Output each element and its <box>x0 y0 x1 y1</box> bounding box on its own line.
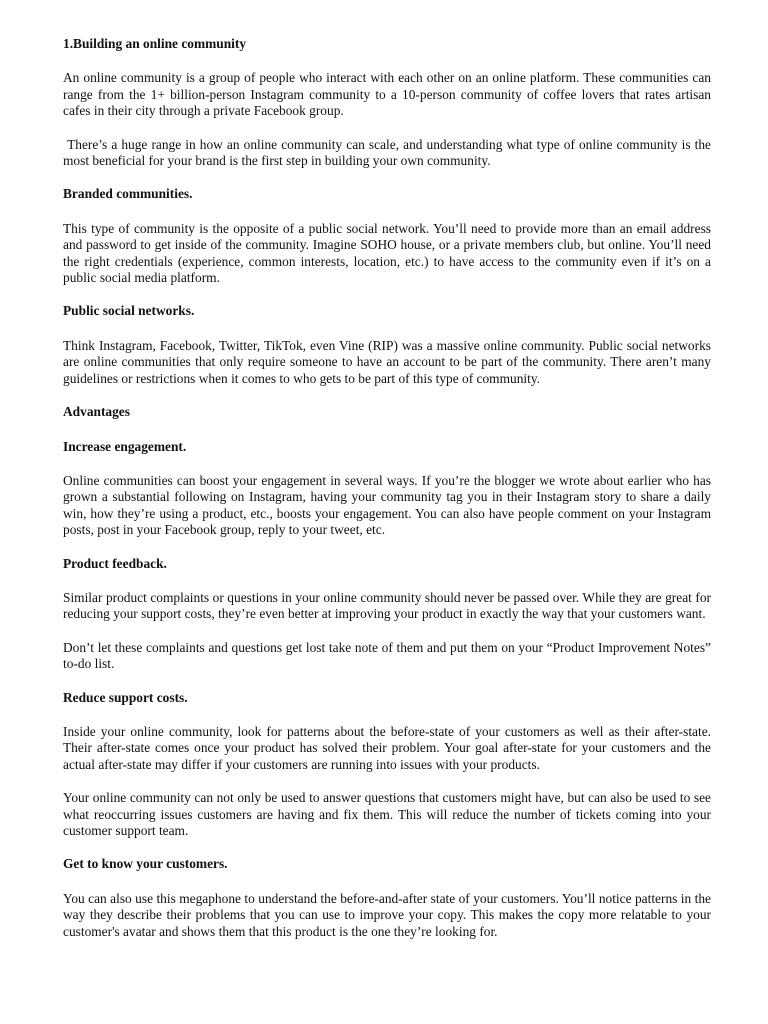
heading-branded-communities: Branded communities. <box>63 186 193 202</box>
heading-advantages: Advantages <box>63 404 130 420</box>
paragraph-engagement: Online communities can boost your engagement in several ways. If you’re the blogger we wrote about earlier who has grown a substantial following on Instagram, having your community tag you in their Instagram story to share a daily win, how they’re using a product, etc., boosts your engagement. You can also have people comment on your Instagram posts, post in your Facebook group, reply to your tweet, etc. <box>63 472 711 538</box>
paragraph-support: Your online community can not only be used to answer questions that customers might have, but can also be used to see what reoccurring issues customers are having and fix them. This will reduce the number of tickets coming into your customer support team. <box>63 790 711 838</box>
paragraph-public: Think Instagram, Facebook, Twitter, TikTok, even Vine (RIP) was a massive online community. Public social networks are online communities that only require someone to have an account to be part of the community. There aren’t many guidelines or restrictions when it comes to who gets to be part of this type of community. <box>63 337 711 386</box>
paragraph-megaphone: You can also use this megaphone to understand the before-and-after state of your customers. You’ll notice patterns in the way they describe their problems that you can use to improve your copy. This makes the copy more relatable to your customer's avatar and shows them that this product is the one they’re looking for. <box>63 890 711 939</box>
section-title: 1.Building an online community <box>63 36 247 51</box>
heading-product-feedback: Product feedback. <box>63 555 167 571</box>
heading-increase-engagement: Increase engagement. <box>63 438 187 454</box>
paragraph-intro: An online community is a group of people who interact with each other on an online platform. These communities can range from the 1+ billion-person Instagram community to a 10-person community of coffee lovers that rates artisan cafes in their city through a private Facebook group. <box>63 70 711 119</box>
paragraph-range: There’s a huge range in how an online community can scale, and understanding what type of online community is the most beneficial for your brand is the first step in building your own community. <box>63 136 711 169</box>
paragraph-patterns: Inside your online community, look for patterns about the before-state of your customers as well as their after-state. Their after-state comes once your product has solved their problem. Your goal after-state for your customers and the actual after-state may differ if your customers are running into issues with your products. <box>63 723 711 772</box>
paragraph-feedback: Similar product complaints or questions in your online community should never be passed over. While they are great for reducing your support costs, they’re even better at improving your product in exactly the way that your customers want. <box>63 589 711 622</box>
paragraph-complaints: Don’t let these complaints and questions get lost take note of them and put them on your “Product Improvement Notes” to-do list. <box>63 639 711 672</box>
heading-know-customers: Get to know your customers. <box>63 856 228 872</box>
heading-reduce-support-costs: Reduce support costs. <box>63 689 188 705</box>
document-page <box>63 36 711 957</box>
paragraph-branded: This type of community is the opposite of a public social network. You’ll need to provide more than an email address and password to get inside of the community. Imagine SOHO house, or a private members club, but online. You’ll need the right credentials (experience, common interests, location, etc.) to have access to the community even if it’s on a public social media platform. <box>63 220 711 286</box>
heading-public-social-networks: Public social networks. <box>63 303 195 319</box>
